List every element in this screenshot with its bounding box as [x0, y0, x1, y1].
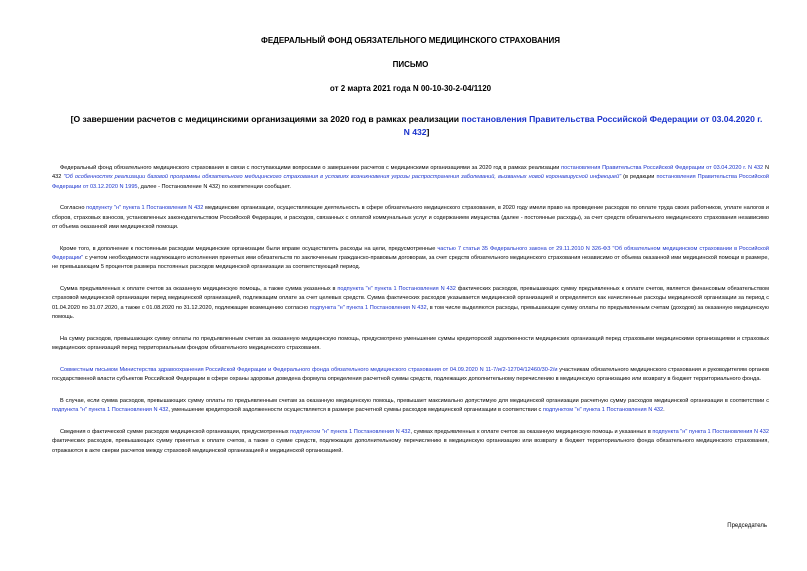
link-pp432-n-6[interactable]: подпунктом "н" пункта 1 Постановления N 432	[290, 429, 411, 436]
link-pp432-n[interactable]: подпункту "н" пункта 1 Постановления N 432	[86, 205, 204, 212]
paragraph-3: Кроме того, в дополнение к постоянным расходам медицинские организации были вправе осуществлять расходы на цели, предусмотренные частью 7 статьи 35 Федерального закона от 29.11.2010 N 326-ФЗ "Об обязательном медицинском страховании в Российской Федерации" с учетом необходимости надлежащего исполнения принятых ими обязательств по заключенным гражданско-правовым договорам, за счет средств обязательного медицинского страхования независимо от объема оказанной ими медицинской помощи в размере, не превышающем 5 процентов размера постоянных расходов медицинской организации за соответствующий период.	[52, 245, 769, 271]
link-pp432-n-3[interactable]: подпункта "н" пункта 1 Постановления N 432	[309, 304, 427, 311]
link-pp432[interactable]: постановления Правительства Российской Федерации от 03.04.2020 г. N 432	[561, 165, 764, 171]
paragraph-2: Согласно подпункту "н" пункта 1 Постановления N 432 медицинские организации, осуществляющие деятельность в сфере обязательного медицинского страхования, в 2020 году имели право на проведение расходов по оплате труда своих работников, уплате налогов и сборов, страховых взносов, установленных законодательством Российской Федерации, и расходов, связанных с оплатой коммунальных услуг и содержанием имущества (далее - постоянные расходы), за счет средств обязательного медицинского страхования независимо от объема оказанной ими медицинской помощи.	[52, 205, 770, 230]
link-law326[interactable]: частью 7 статьи 35 Федерального закона от 29.11.2010 N 326-ФЗ "Об обязательном медицинском страховании в Российской Федерации"	[52, 245, 769, 262]
document-date-number: от 2 марта 2021 года N 00-10-30-2-04/1120	[329, 84, 492, 93]
link-pp432-n-5[interactable]: подпунктом "н" пункта 1 Постановления N 432	[542, 407, 664, 414]
organization-header: ФЕДЕРАЛЬНЫЙ ФОНД ОБЯЗАТЕЛЬНОГО МЕДИЦИНСКОГО СТРАХОВАНИЯ	[260, 36, 560, 45]
document-body	[52, 164, 769, 456]
title-bracket: ]	[426, 127, 430, 137]
paragraph-8: Сведения о фактической сумме расходов медицинской организации, предусмотренных подпунктом "н" пункта 1 Постановления N 432, суммах предъявленных к оплате счетов за оказанную медицинскую помощь и указанных в подпункта "н" пункта 1 Постановления N 432 фактических расходов, превышающих сумму принятых к оплате счетов, а также о сумме средств, подлежащих дополнительному перечислению в медицинскую организацию или возврату в бюджет территориального фонда обязательного медицинского страхования, отражаются в акте сверки расчетов между страховой медицинской организацией и медицинской организацией.	[52, 429, 769, 454]
link-pp432-n-2[interactable]: подпункта "н" пункта 1 Постановления N 432	[337, 286, 456, 293]
title-link-pp432[interactable]: постановления Правительства Российской Федерации от 03.04.2020 г. N 432	[403, 114, 763, 137]
title-text: [О завершении расчетов с медицинскими организациями за 2020 год в рамках реализации	[70, 114, 462, 124]
link-pp432-n-4[interactable]: подпункта "н" пункта 1 Постановления N 432	[52, 407, 169, 414]
paragraph-5: На сумму расходов, превышающих сумму оплаты по предъявленным счетам за оказанную медицинскую помощь, предусмотрено уменьшение суммы кредиторской задолженности медицинских организаций перед страховыми медицинскими организациями и страховых медицинских организаций перед территориальным фондом обязательного медицинского страхования.	[52, 335, 769, 352]
paragraph-7: В случае, если сумма расходов, превышающих сумму оплаты по предъявленным счетам за оказанную медицинскую помощь, превышает максимально допустимую для медицинской организации расчетную сумму расходов медицинской организации в соответствии с подпункта "н" пункта 1 Постановления N 432, уменьшение кредиторской задолженности осуществляется в размере расчетной суммы расходов медицинской организации в соответствии с подпунктом "н" пункта 1 Постановления N 432.	[52, 398, 769, 414]
link-pp432-title[interactable]: "Об особенностях реализации базовой программы обязательного медицинского страхования в условиях возникновения угрозы распространения заболеваний, вызванных новой коронавирусной инфекцией"	[63, 174, 622, 181]
signature-label: Председатель	[727, 523, 767, 529]
document-type: ПИСЬМО	[392, 60, 429, 69]
link-joint-letter[interactable]: Совместным письмом Министерства здравоохранения Российской Федерации и Федерального фонда обязательного медицинского страхования от 04.09.2020 N 11-7/и/2-12704/12460/30-2/и	[60, 366, 558, 373]
paragraph-1: Федеральный фонд обязательного медицинского страхования в связи с поступающими вопросами о завершении расчетов с медицинскими организациями за 2020 год в рамках реализации постановления Правительства Российской Федерации от 03.04.2020 г. N 432 N 432 "Об особенностях реализации базовой программы обязательного медицинского страхования в условиях возникновения угрозы распространения заболеваний, вызванных новой коронавирусной инфекцией" (в редакции постановления Правительства Российской Федерации от 03.12.2020 N 1995, далее - Постановление N 432) по компетенции сообщает.	[52, 165, 770, 190]
paragraph-6: Совместным письмом Министерства здравоохранения Российской Федерации и Федерального фонда обязательного медицинского страхования от 04.09.2020 N 11-7/и/2-12704/12460/30-2/и участникам обязательного медицинского страхования и руководителям органов государственной власти субъектов Российской Федерации в сфере охраны здоровья доведена формула определения расчетной суммы средств, подлежащих дополнительному перечислению в медицинскую организацию или возврату в бюджет территориального фонда.	[52, 366, 769, 383]
link-pp1995[interactable]: постановления Правительства Российской Федерации от 03.12.2020 N 1995	[52, 174, 770, 190]
link-pp432-n-7[interactable]: подпункта "н" пункта 1 Постановления N 432	[652, 429, 769, 436]
paragraph-4: Сумма предъявленных к оплате счетов за оказанную медицинскую помощь, а также сумма указанных в подпункта "н" пункта 1 Постановления N 432 фактических расходов, превышающих сумму предъявленных к оплате счетов, является финансовым обязательством страховой медицинской организации перед медицинской организацией, подлежащим оплате за счет целевых средств. Сумма фактических расходов указывается медицинской организацией и определяется как начисленные расходы медицинской организации за период с 01.04.2020 по 31.07.2020, а также с 01.08.2020 по 31.12.2020, подлежащие возмещению согласно подпункта "н" пункта 1 Постановления N 432, в том числе выделяются расходы, превышающие сумму оплаты по предъявленным счетам (доходов) за оказанную медицинскую помощь.	[52, 286, 770, 321]
document-title	[68, 113, 765, 139]
